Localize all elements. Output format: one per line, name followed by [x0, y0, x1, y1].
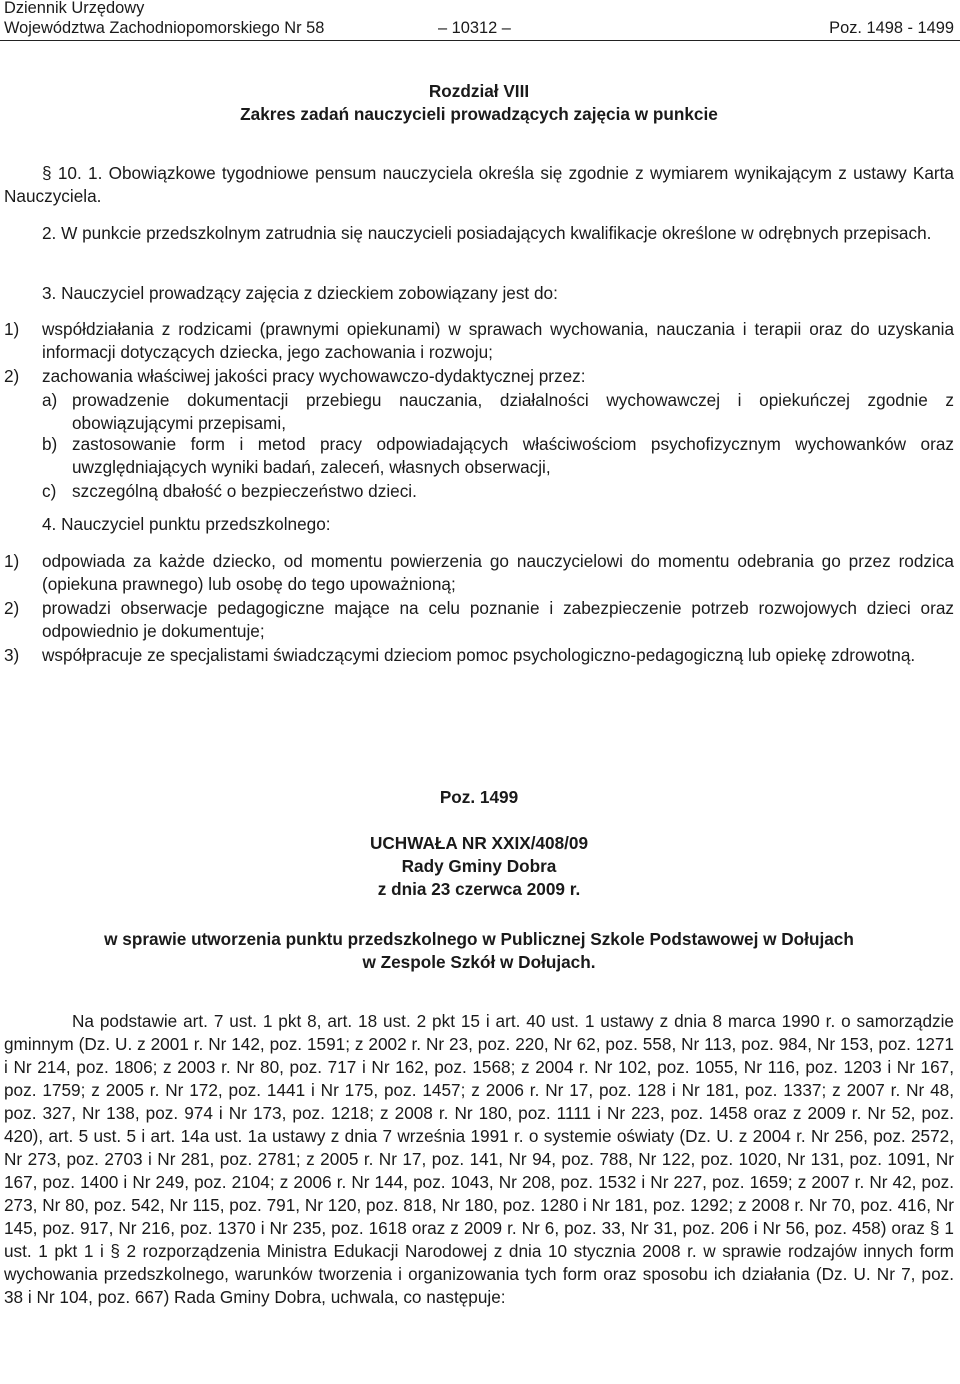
- list-item-text: zachowania właściwej jakości pracy wychowawczo-dydaktycznej przez:: [42, 366, 586, 386]
- sub-list-item: [4, 389, 954, 435]
- resolution-date: z dnia 23 czerwca 2009 r.: [377, 879, 581, 899]
- sub-list-item-letter: a): [42, 390, 58, 410]
- resolution-subject: [4, 928, 954, 974]
- journal-name: Dziennik Urzędowy: [4, 0, 145, 17]
- journal-title: [4, 0, 324, 38]
- header-positions: Poz. 1498 - 1499: [829, 19, 954, 37]
- resolution-body: Rady Gminy Dobra: [401, 856, 557, 876]
- section-10-para-3: 3. Nauczyciel prowadzący zajęcia z dzieckiem zobowiązany jest do:: [42, 283, 558, 303]
- resolution-position: Poz. 1499: [439, 787, 519, 807]
- list-item-text: współdziałania z rodzicami (prawnymi opiekunami) w sprawach wychowania, nauczania i terapii oraz do uzyskania informacji dotyczących dziecka, jego zachowania i rozwoju;: [42, 319, 954, 362]
- list-item-number: 2): [4, 366, 20, 386]
- list-item-number: 1): [4, 551, 20, 571]
- list-item-text: współpracuje ze specjalistami świadczącymi dzieciom pomoc psychologiczno-pedagogiczną lub opiekę zdrowotną.: [42, 645, 916, 665]
- list-item-number: 3): [4, 645, 20, 665]
- list-item: [4, 365, 954, 388]
- sub-list-item-text: zastosowanie form i metod pracy odpowiadających właściwościom psychofizycznym wychowanków oraz uwzględniających wyniki badań, zaleceń, własnych obserwacji,: [72, 434, 954, 477]
- resolution-subject-line-2: w Zespole Szkół w Dołujach.: [362, 952, 596, 972]
- list-item: [4, 318, 954, 364]
- list-item-text: odpowiada za każde dziecko, od momentu powierzenia go nauczycielowi do momentu odebrania go przez rodzica (opiekuna prawnego) lub osobę do tego upoważnioną;: [42, 551, 954, 594]
- resolution-title: UCHWAŁA NR XXIX/408/09: [369, 833, 589, 853]
- list-item: [4, 644, 954, 667]
- resolution-preamble: Na podstawie art. 7 ust. 1 pkt 8, art. 18 ust. 2 pkt 15 i art. 40 ust. 1 ustawy z dnia 8 marca 1990 r. o samorządzie gminnym (Dz. U. z 2001 r. Nr 142, poz. 1591; z 2002 r. Nr 23, poz. 220, Nr 62, poz. 558, Nr 113, poz. 984, Nr 153, poz. 1271 i Nr 214, poz. 1806; z 2003 r. Nr 80, poz. 717 i Nr 162, poz. 1568; z 2004 r. Nr 102, poz. 1055, Nr 116, poz. 1203 i Nr 167, poz. 1759; z 2005 r. Nr 172, poz. 1441 i Nr 175, poz. 1457; z 2006 r. Nr 17, poz. 128 i Nr 181, poz. 1337; z 2007 r. Nr 48, poz. 327, Nr 138, poz. 974 i Nr 173, poz. 1218; z 2008 r. Nr 180, poz. 1111 i Nr 223, poz. 1458 oraz z 2009 r. Nr 52, poz. 420), art. 5 ust. 5 i art. 14a ust. 1a ustawy z dnia 7 września 1991 r. o systemie oświaty (Dz. U. z 2004 r. Nr 256, poz. 2572, Nr 273, poz. 2703 i Nr 281, poz. 2781; z 2005 r. Nr 17, poz. 141, Nr 94, poz. 788, Nr 122, poz. 1020, Nr 131, poz. 1091, Nr 167, poz. 1400 i Nr 249, poz. 2104; z 2006 r. Nr 144, poz. 1043, Nr 208, poz. 1532 i Nr 227, poz. 1659; z 2007 r. Nr 42, poz. 273, Nr 80, poz. 542, Nr 115, poz. 791, Nr 120, poz. 818, Nr 180, poz. 1280 i Nr 181, poz. 1292; z 2008 r. Nr 70, poz. 416, Nr 145, poz. 917, Nr 216, poz. 1370 i Nr 235, poz. 1618 oraz z 2009 r. Nr 6, poz. 33, Nr 31, poz. 206 i Nr 56, poz. 458) oraz § 1 ust. 1 pkt 1 i § 2 rozporządzenia Ministra Edukacji Narodowej z dnia 10 stycznia 2008 r. w sprawie rodzajów innych form wychowania przedszkolnego, warunków tworzenia i organizowania tych form oraz sposobu ich działania (Dz. U. Nr 7, poz. 38 i Nr 104, poz. 667) Rada Gminy Dobra, uchwala, co następuje:: [4, 1011, 954, 1307]
- section-10-para-4: 4. Nauczyciel punktu przedszkolnego:: [42, 514, 331, 534]
- header-rule: [0, 40, 960, 41]
- sub-list-item: [4, 433, 954, 479]
- sub-list-item-text: prowadzenie dokumentacji przebiegu nauczania, działalności wychowawczej i opiekuńczej zgodnie z obowiązującymi przepisami,: [72, 390, 954, 433]
- list-item-number: 2): [4, 598, 20, 618]
- list-item: [4, 597, 954, 643]
- list-item: [4, 550, 954, 596]
- resolution-heading: [4, 832, 954, 901]
- sub-list-item-letter: b): [42, 434, 58, 454]
- page-number: – 10312 –: [438, 19, 511, 37]
- chapter-subtitle: Zakres zadań nauczycieli prowadzących zajęcia w punkcie: [240, 104, 718, 124]
- journal-issue: Województwa Zachodniopomorskiego Nr 58: [4, 19, 325, 37]
- section-10-para-2: 2. W punkcie przedszkolnym zatrudnia się nauczycieli posiadających kwalifikacje określone w odrębnych przepisach.: [42, 223, 932, 243]
- sub-list-item-letter: c): [42, 481, 57, 501]
- sub-list-item-text: szczególną dbałość o bezpieczeństwo dzieci.: [72, 481, 417, 501]
- section-10-para-1: § 10. 1. Obowiązkowe tygodniowe pensum nauczyciela określa się zgodnie z wymiarem wynikającym z ustawy Karta Nauczyciela.: [4, 163, 954, 206]
- sub-list-item: [4, 480, 954, 503]
- list-item-text: prowadzi obserwacje pedagogiczne mające na celu poznanie i zabezpieczenie potrzeb rozwojowych dzieci oraz odpowiednio je dokumentuje;: [42, 598, 954, 641]
- list-item-number: 1): [4, 319, 20, 339]
- chapter-title: Rozdział VIII: [428, 81, 530, 101]
- resolution-subject-line-1: w sprawie utworzenia punktu przedszkolnego w Publicznej Szkole Podstawowej w Dołujach: [104, 929, 854, 949]
- page-header: [0, 0, 960, 40]
- chapter-heading: [4, 80, 954, 126]
